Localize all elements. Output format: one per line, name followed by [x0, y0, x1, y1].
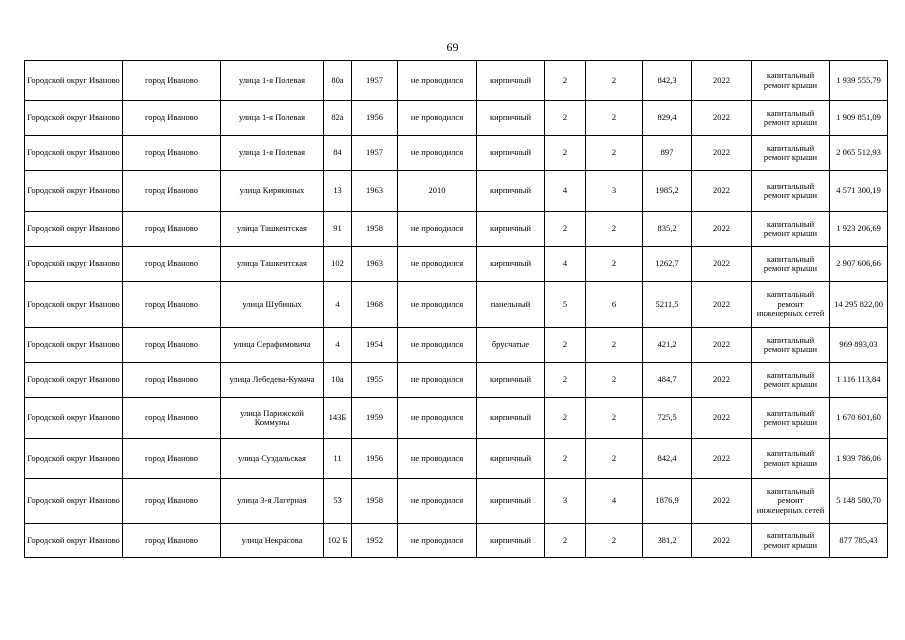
house-number-cell: 13: [324, 171, 352, 212]
floors-cell: 2: [545, 524, 586, 558]
plan-year-cell: 2022: [692, 101, 752, 136]
repair-registry-table: [24, 60, 888, 558]
municipal-district-cell: Городской округ Иваново: [25, 247, 123, 282]
plan-year-cell: 2022: [692, 328, 752, 363]
entrances-cell: 6: [586, 282, 643, 328]
work-type-cell: капитальный ремонт крыши: [752, 328, 830, 363]
wall-material-cell: кирпичный: [477, 61, 545, 101]
street-cell: улица Парижской Коммуны: [221, 398, 324, 439]
floors-cell: 2: [545, 328, 586, 363]
area-cell: 421,2: [643, 328, 692, 363]
area-cell: 725,5: [643, 398, 692, 439]
plan-year-cell: 2022: [692, 61, 752, 101]
work-type-cell: капитальный ремонт крыши: [752, 61, 830, 101]
table-row: [25, 439, 888, 479]
floors-cell: 2: [545, 363, 586, 398]
wall-material-cell: кирпичный: [477, 136, 545, 171]
area-cell: 842,3: [643, 61, 692, 101]
work-type-cell: капитальный ремонт крыши: [752, 398, 830, 439]
entrances-cell: 2: [586, 136, 643, 171]
last-repair-cell: не проводился: [398, 524, 477, 558]
municipal-district-cell: Городской округ Иваново: [25, 363, 123, 398]
city-cell: город Иваново: [123, 479, 221, 524]
table-row: [25, 398, 888, 439]
area-cell: 1985,2: [643, 171, 692, 212]
wall-material-cell: брусчатые: [477, 328, 545, 363]
work-type-cell: капитальный ремонт крыши: [752, 101, 830, 136]
house-number-cell: 102 Б: [324, 524, 352, 558]
street-cell: улица Суздальская: [221, 439, 324, 479]
year-built-cell: 1957: [352, 136, 398, 171]
street-cell: улица Серафимовича: [221, 328, 324, 363]
table-row: [25, 479, 888, 524]
entrances-cell: 2: [586, 398, 643, 439]
year-built-cell: 1958: [352, 479, 398, 524]
house-number-cell: 80а: [324, 61, 352, 101]
entrances-cell: 2: [586, 61, 643, 101]
table-row: [25, 101, 888, 136]
wall-material-cell: панельный: [477, 282, 545, 328]
last-repair-cell: 2010: [398, 171, 477, 212]
floors-cell: 2: [545, 212, 586, 247]
last-repair-cell: не проводился: [398, 136, 477, 171]
municipal-district-cell: Городской округ Иваново: [25, 524, 123, 558]
floors-cell: 2: [545, 439, 586, 479]
area-cell: 897: [643, 136, 692, 171]
city-cell: город Иваново: [123, 101, 221, 136]
table-row: [25, 363, 888, 398]
plan-year-cell: 2022: [692, 282, 752, 328]
page-number: 69: [446, 40, 459, 54]
work-type-cell: капитальный ремонт крыши: [752, 524, 830, 558]
year-built-cell: 1955: [352, 363, 398, 398]
municipal-district-cell: Городской округ Иваново: [25, 212, 123, 247]
house-number-cell: 4: [324, 328, 352, 363]
cost-cell: 1 923 206,69: [830, 212, 888, 247]
floors-cell: 3: [545, 479, 586, 524]
area-cell: 381,2: [643, 524, 692, 558]
work-type-cell: капитальный ремонт крыши: [752, 136, 830, 171]
entrances-cell: 4: [586, 479, 643, 524]
city-cell: город Иваново: [123, 328, 221, 363]
house-number-cell: 4: [324, 282, 352, 328]
year-built-cell: 1954: [352, 328, 398, 363]
work-type-cell: капитальный ремонт крыши: [752, 247, 830, 282]
year-built-cell: 1956: [352, 101, 398, 136]
street-cell: улица Лебедева-Кумача: [221, 363, 324, 398]
house-number-cell: 102: [324, 247, 352, 282]
municipal-district-cell: Городской округ Иваново: [25, 171, 123, 212]
last-repair-cell: не проводился: [398, 247, 477, 282]
city-cell: город Иваново: [123, 363, 221, 398]
plan-year-cell: 2022: [692, 247, 752, 282]
floors-cell: 5: [545, 282, 586, 328]
floors-cell: 2: [545, 136, 586, 171]
cost-cell: 969 893,03: [830, 328, 888, 363]
municipal-district-cell: Городской округ Иваново: [25, 101, 123, 136]
city-cell: город Иваново: [123, 439, 221, 479]
floors-cell: 2: [545, 398, 586, 439]
area-cell: 835,2: [643, 212, 692, 247]
cost-cell: 4 571 300,19: [830, 171, 888, 212]
street-cell: улица Некрасова: [221, 524, 324, 558]
cost-cell: 1 670 601,60: [830, 398, 888, 439]
entrances-cell: 2: [586, 328, 643, 363]
house-number-cell: 82а: [324, 101, 352, 136]
table-row: [25, 171, 888, 212]
municipal-district-cell: Городской округ Иваново: [25, 61, 123, 101]
area-cell: 1876,9: [643, 479, 692, 524]
wall-material-cell: кирпичный: [477, 212, 545, 247]
wall-material-cell: кирпичный: [477, 479, 545, 524]
floors-cell: 2: [545, 101, 586, 136]
city-cell: город Иваново: [123, 136, 221, 171]
table-row: [25, 61, 888, 101]
last-repair-cell: не проводился: [398, 479, 477, 524]
municipal-district-cell: Городской округ Иваново: [25, 282, 123, 328]
plan-year-cell: 2022: [692, 524, 752, 558]
work-type-cell: капитальный ремонт крыши: [752, 212, 830, 247]
street-cell: улица Шубиных: [221, 282, 324, 328]
last-repair-cell: не проводился: [398, 328, 477, 363]
cost-cell: 1 909 851,09: [830, 101, 888, 136]
year-built-cell: 1958: [352, 212, 398, 247]
last-repair-cell: не проводился: [398, 101, 477, 136]
city-cell: город Иваново: [123, 398, 221, 439]
last-repair-cell: не проводился: [398, 282, 477, 328]
city-cell: город Иваново: [123, 524, 221, 558]
house-number-cell: 11: [324, 439, 352, 479]
work-type-cell: капитальный ремонт инженерных сетей: [752, 282, 830, 328]
year-built-cell: 1959: [352, 398, 398, 439]
city-cell: город Иваново: [123, 247, 221, 282]
table-row: [25, 212, 888, 247]
house-number-cell: 143Б: [324, 398, 352, 439]
entrances-cell: 3: [586, 171, 643, 212]
street-cell: улица Кирякиных: [221, 171, 324, 212]
last-repair-cell: не проводился: [398, 363, 477, 398]
wall-material-cell: кирпичный: [477, 171, 545, 212]
last-repair-cell: не проводился: [398, 61, 477, 101]
year-built-cell: 1957: [352, 61, 398, 101]
municipal-district-cell: Городской округ Иваново: [25, 328, 123, 363]
city-cell: город Иваново: [123, 212, 221, 247]
table-row: [25, 328, 888, 363]
plan-year-cell: 2022: [692, 136, 752, 171]
table-body: [25, 61, 888, 558]
table-row: [25, 247, 888, 282]
municipal-district-cell: Городской округ Иваново: [25, 439, 123, 479]
last-repair-cell: не проводился: [398, 212, 477, 247]
cost-cell: 5 148 580,70: [830, 479, 888, 524]
house-number-cell: 84: [324, 136, 352, 171]
work-type-cell: капитальный ремонт крыши: [752, 363, 830, 398]
house-number-cell: 53: [324, 479, 352, 524]
wall-material-cell: кирпичный: [477, 524, 545, 558]
plan-year-cell: 2022: [692, 479, 752, 524]
year-built-cell: 1963: [352, 247, 398, 282]
table-row: [25, 282, 888, 328]
plan-year-cell: 2022: [692, 212, 752, 247]
wall-material-cell: кирпичный: [477, 101, 545, 136]
plan-year-cell: 2022: [692, 439, 752, 479]
work-type-cell: капитальный ремонт крыши: [752, 171, 830, 212]
area-cell: 484,7: [643, 363, 692, 398]
wall-material-cell: кирпичный: [477, 398, 545, 439]
street-cell: улица Ташкентская: [221, 212, 324, 247]
municipal-district-cell: Городской округ Иваново: [25, 136, 123, 171]
city-cell: город Иваново: [123, 171, 221, 212]
municipal-district-cell: Городской округ Иваново: [25, 398, 123, 439]
floors-cell: 2: [545, 61, 586, 101]
cost-cell: 2 907 606,66: [830, 247, 888, 282]
wall-material-cell: кирпичный: [477, 439, 545, 479]
entrances-cell: 2: [586, 247, 643, 282]
year-built-cell: 1952: [352, 524, 398, 558]
street-cell: улица 1-я Полевая: [221, 136, 324, 171]
entrances-cell: 2: [586, 212, 643, 247]
cost-cell: 1 939 786,06: [830, 439, 888, 479]
year-built-cell: 1956: [352, 439, 398, 479]
entrances-cell: 2: [586, 524, 643, 558]
table-row: [25, 524, 888, 558]
city-cell: город Иваново: [123, 61, 221, 101]
house-number-cell: 10а: [324, 363, 352, 398]
street-cell: улица 1-я Полевая: [221, 61, 324, 101]
year-built-cell: 1963: [352, 171, 398, 212]
area-cell: 842,4: [643, 439, 692, 479]
cost-cell: 14 295 822,00: [830, 282, 888, 328]
cost-cell: 1 116 113,84: [830, 363, 888, 398]
last-repair-cell: не проводился: [398, 398, 477, 439]
entrances-cell: 2: [586, 439, 643, 479]
municipal-district-cell: Городской округ Иваново: [25, 479, 123, 524]
area-cell: 1262,7: [643, 247, 692, 282]
cost-cell: 877 785,43: [830, 524, 888, 558]
cost-cell: 2 065 512,93: [830, 136, 888, 171]
cost-cell: 1 939 555,79: [830, 61, 888, 101]
plan-year-cell: 2022: [692, 398, 752, 439]
plan-year-cell: 2022: [692, 171, 752, 212]
work-type-cell: капитальный ремонт крыши: [752, 439, 830, 479]
year-built-cell: 1968: [352, 282, 398, 328]
plan-year-cell: 2022: [692, 363, 752, 398]
street-cell: улица Ташкентская: [221, 247, 324, 282]
house-number-cell: 91: [324, 212, 352, 247]
area-cell: 829,4: [643, 101, 692, 136]
entrances-cell: 2: [586, 363, 643, 398]
city-cell: город Иваново: [123, 282, 221, 328]
wall-material-cell: кирпичный: [477, 363, 545, 398]
work-type-cell: капитальный ремонт инженерных сетей: [752, 479, 830, 524]
last-repair-cell: не проводился: [398, 439, 477, 479]
entrances-cell: 2: [586, 101, 643, 136]
table-row: [25, 136, 888, 171]
floors-cell: 4: [545, 171, 586, 212]
area-cell: 5211,5: [643, 282, 692, 328]
street-cell: улица 3-я Лагерная: [221, 479, 324, 524]
floors-cell: 4: [545, 247, 586, 282]
wall-material-cell: кирпичный: [477, 247, 545, 282]
street-cell: улица 1-я Полевая: [221, 101, 324, 136]
